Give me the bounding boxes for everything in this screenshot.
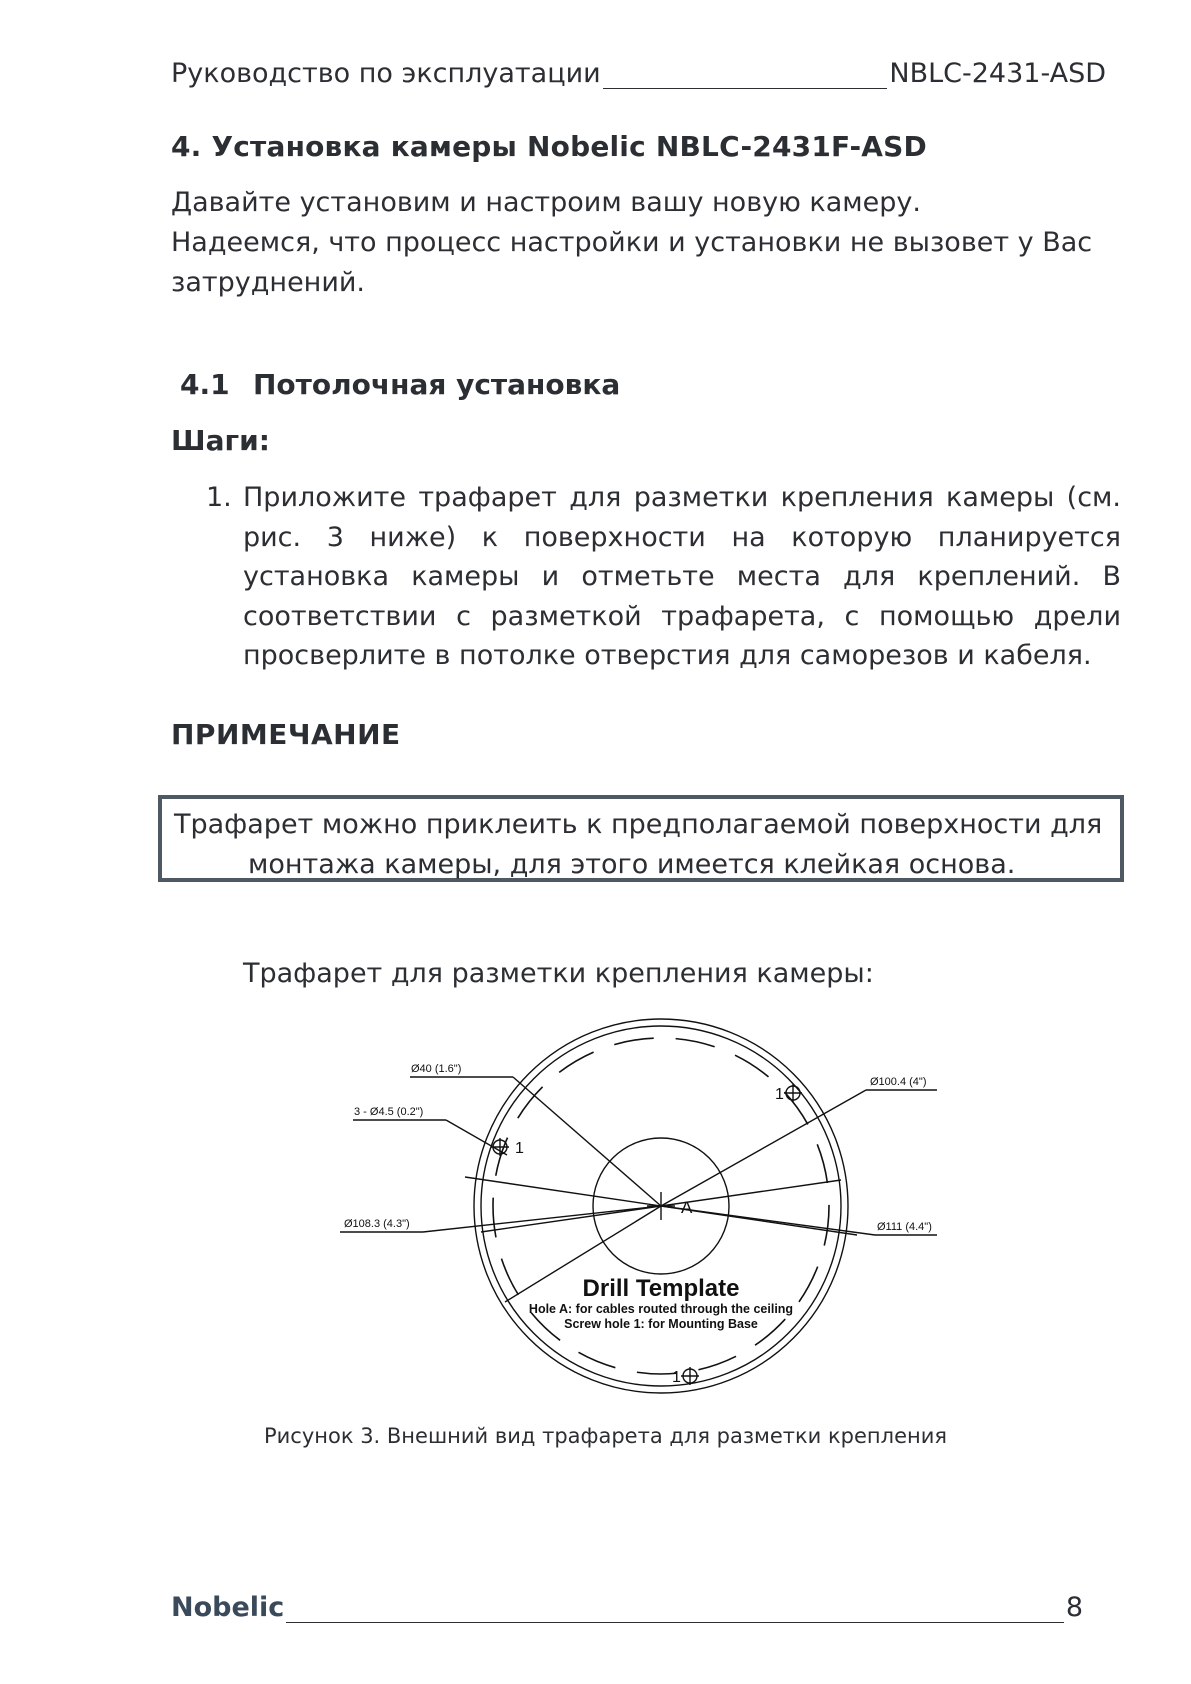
screw-hole-top-right <box>784 1084 802 1102</box>
intro-line-1: Давайте установим и настроим вашу новую камеру. <box>171 187 921 218</box>
dim-111-label: Ø111 (4.4") <box>877 1221 932 1233</box>
figure-caption: Рисунок 3. Внешний вид трафарета для разметки крепления <box>263 1424 948 1448</box>
subsection-number: 4.1 <box>180 368 230 401</box>
page-footer <box>171 1592 1083 1623</box>
template-label: Трафарет для разметки крепления камеры: <box>243 958 874 989</box>
dim-4-5-label: 3 - Ø4.5 (0.2") <box>354 1106 424 1118</box>
step-text: Приложите трафарет для разметки крепления камеры (см. рис. 3 ниже) к поверхности на которую планируется установка камеры и отметьте места для креплений. В соответствии с разметкой трафарета, с помощью дрели просверлите в потолке отверстия для саморезов и кабеля. <box>243 482 1121 671</box>
footer-brand: Nobelic <box>171 1592 285 1623</box>
note-line-1: Трафарет можно приклеить к предполагаемой поверхности для <box>174 809 1103 840</box>
page-number: 8 <box>1065 1592 1083 1623</box>
template-line-2: Screw hole 1: for Mounting Base <box>564 1317 758 1331</box>
step-number: 1. <box>206 482 232 513</box>
footer-rule <box>286 1596 1064 1623</box>
screw-label-top: 1 <box>775 1086 784 1103</box>
dim-108-label: Ø108.3 (4.3") <box>344 1218 410 1230</box>
screw-label-left: 1 <box>515 1140 524 1157</box>
section-title: 4. Установка камеры Nobelic NBLC-2431F-ASD <box>171 130 927 163</box>
screw-label-bottom: 1 <box>672 1369 681 1386</box>
header-title: Руководство по эксплуатации <box>171 58 601 89</box>
subsection-name: Потолочная установка <box>253 368 621 401</box>
intro-line-2: Надеемся, что процесс настройки и установки не вызовет у Вас затруднений. <box>171 227 1093 298</box>
header-model: NBLC-2431-ASD <box>889 58 1106 89</box>
dim-100-label: Ø100.4 (4") <box>870 1076 927 1088</box>
dim-40-label: Ø40 (1.6") <box>411 1063 462 1075</box>
hole-a-label: A <box>681 1198 693 1217</box>
template-line-1: Hole A: for cables routed through the ceiling <box>528 1302 794 1316</box>
note-heading: ПРИМЕЧАНИЕ <box>171 718 401 751</box>
steps-heading: Шаги: <box>171 424 270 457</box>
note-line-2: монтажа камеры, для этого имеется клейкая основа. <box>248 849 1016 880</box>
template-title: Drill Template <box>582 1275 740 1302</box>
